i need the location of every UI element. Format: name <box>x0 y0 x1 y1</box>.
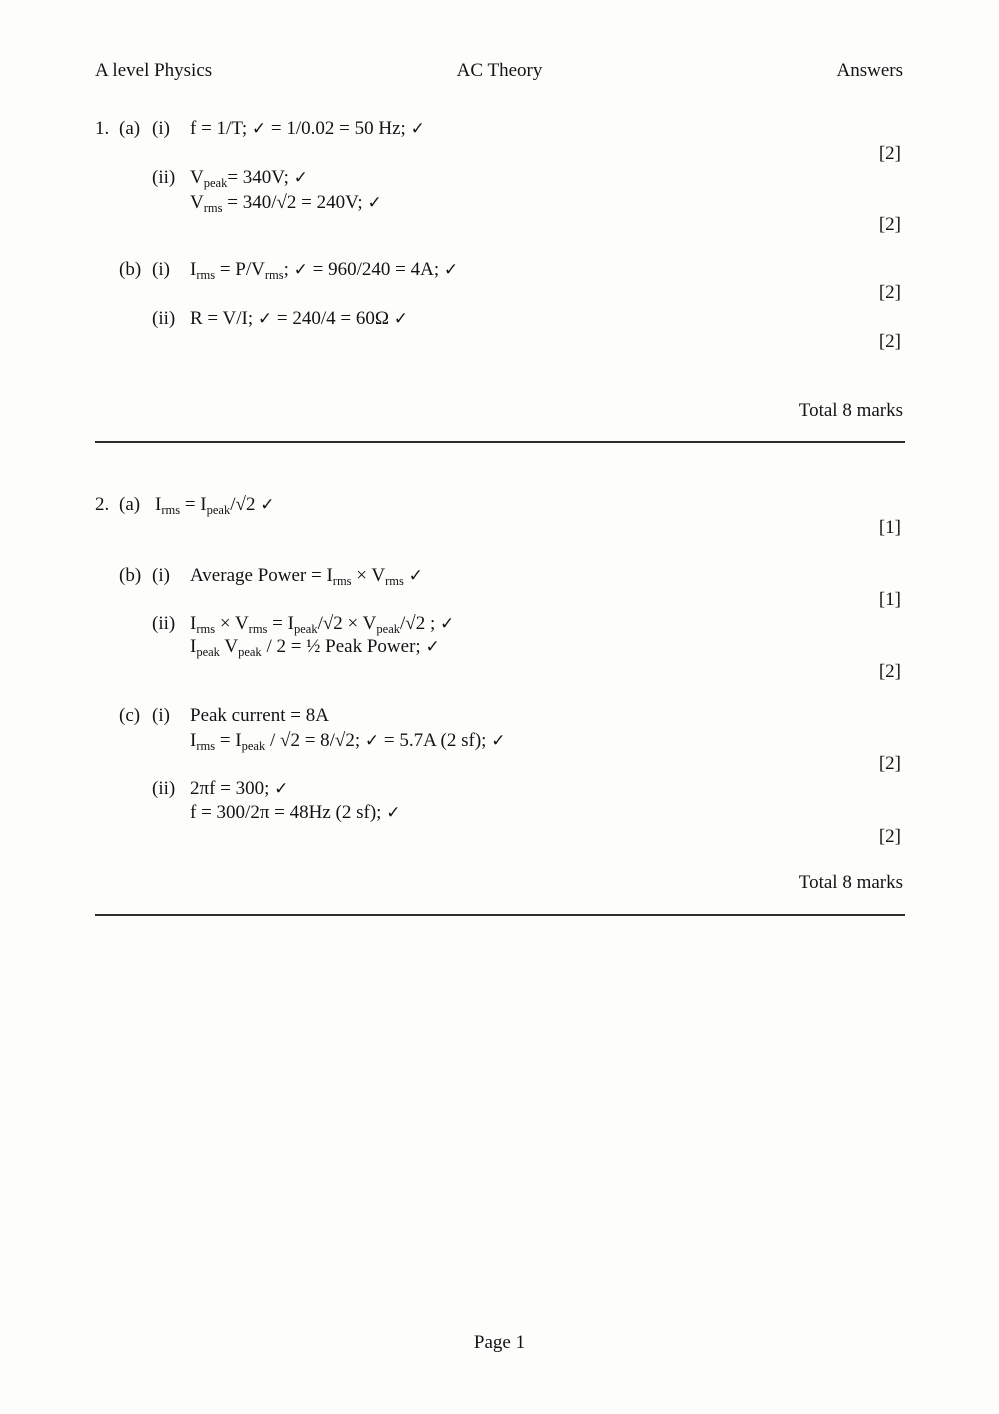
subpart-label: (i) <box>152 118 170 139</box>
answer-line-q2cii-2 <box>0 802 999 829</box>
section-divider <box>95 914 905 916</box>
marks-row <box>0 143 999 170</box>
marks-row <box>0 282 999 309</box>
answer-text: $I_{rms} = P/V_{rms}$; ✓ = 960/240 = 4A; ✓ <box>190 259 459 282</box>
page-number: Page 1 <box>473 1332 526 1353</box>
answer-line-q2cii-1 <box>0 778 999 805</box>
answer-line-q1aii-1 <box>0 167 999 194</box>
subpart-label: (i) <box>152 259 170 280</box>
answer-text: Peak current = 8A <box>190 705 329 726</box>
subpart-label: (i) <box>152 705 170 726</box>
answer-line-q2bi <box>0 565 999 592</box>
subpart-label: (i) <box>152 565 170 586</box>
marks-badge: [2] <box>878 661 901 682</box>
answer-text: Average Power = $I_{rms} \times V_{rms}$ ✓ <box>190 565 423 588</box>
subpart-label: (ii) <box>152 308 176 329</box>
answer-text: f = 1/T; ✓ = 1/0.02 = 50 Hz; ✓ <box>190 118 425 139</box>
answer-text: $I_{rms} \times V_{rms} = I_{peak}/√2 \times V_{peak}/√2$ ; ✓ <box>190 613 455 636</box>
answer-line-q1ai <box>0 118 999 145</box>
marks-row <box>0 826 999 853</box>
total-marks: Total 8 marks <box>798 400 903 421</box>
marks-badge: [1] <box>878 589 901 610</box>
answer-text: R = V/I; ✓ = 240/4 = 60Ω ✓ <box>190 308 408 329</box>
total-marks: Total 8 marks <box>798 872 903 893</box>
subpart-label: (ii) <box>152 167 176 188</box>
marks-row <box>0 589 999 616</box>
marks-badge: [2] <box>878 753 901 774</box>
total-marks-row <box>0 872 999 899</box>
marks-badge: [2] <box>878 826 901 847</box>
marks-badge: [2] <box>878 143 901 164</box>
answer-text: $V_{rms} = 340/√2 = 240V$; ✓ <box>190 192 382 215</box>
marks-row <box>0 331 999 358</box>
answer-line-q2ci-1 <box>0 705 999 732</box>
part-label: (a) <box>119 118 141 139</box>
marks-badge: [2] <box>878 282 901 303</box>
header-topic-title: AC Theory <box>456 60 543 81</box>
part-label: (a) <box>119 494 141 515</box>
document-header <box>0 60 999 87</box>
marks-badge: [2] <box>878 214 901 235</box>
part-label: (c) <box>119 705 141 726</box>
answer-text: f = 300/2π = 48Hz (2 sf); ✓ <box>190 802 401 823</box>
marks-row <box>0 753 999 780</box>
subpart-label: (ii) <box>152 613 176 634</box>
answer-line-q2bii-2 <box>0 636 999 663</box>
part-label: (b) <box>119 259 142 280</box>
marks-row <box>0 661 999 688</box>
answer-text: $I_{rms} = I_{peak}/√2$ ✓ <box>155 494 275 517</box>
page-footer <box>0 1332 999 1359</box>
subpart-label: (ii) <box>152 778 176 799</box>
total-marks-row <box>0 400 999 427</box>
answer-text: $I_{peak}$ $V_{peak} / 2$ = ½ Peak Power; ✓ <box>190 636 440 659</box>
question-number: 2. <box>95 494 110 515</box>
answer-text: 2πf = 300; ✓ <box>190 778 289 799</box>
marks-badge: [1] <box>878 517 901 538</box>
answer-text: $V_{peak}= 340V$; ✓ <box>190 167 308 190</box>
answer-text: $I_{rms} = I_{peak} / √2 = 8/√2$; ✓ = 5.7A (2 sf); ✓ <box>190 730 506 753</box>
part-label: (b) <box>119 565 142 586</box>
marks-row <box>0 214 999 241</box>
header-answers-label: Answers <box>836 60 903 81</box>
question-number: 1. <box>95 118 110 139</box>
marks-badge: [2] <box>878 331 901 352</box>
header-course-title: A level Physics <box>95 60 213 81</box>
section-divider <box>95 441 905 443</box>
marks-row <box>0 517 999 544</box>
